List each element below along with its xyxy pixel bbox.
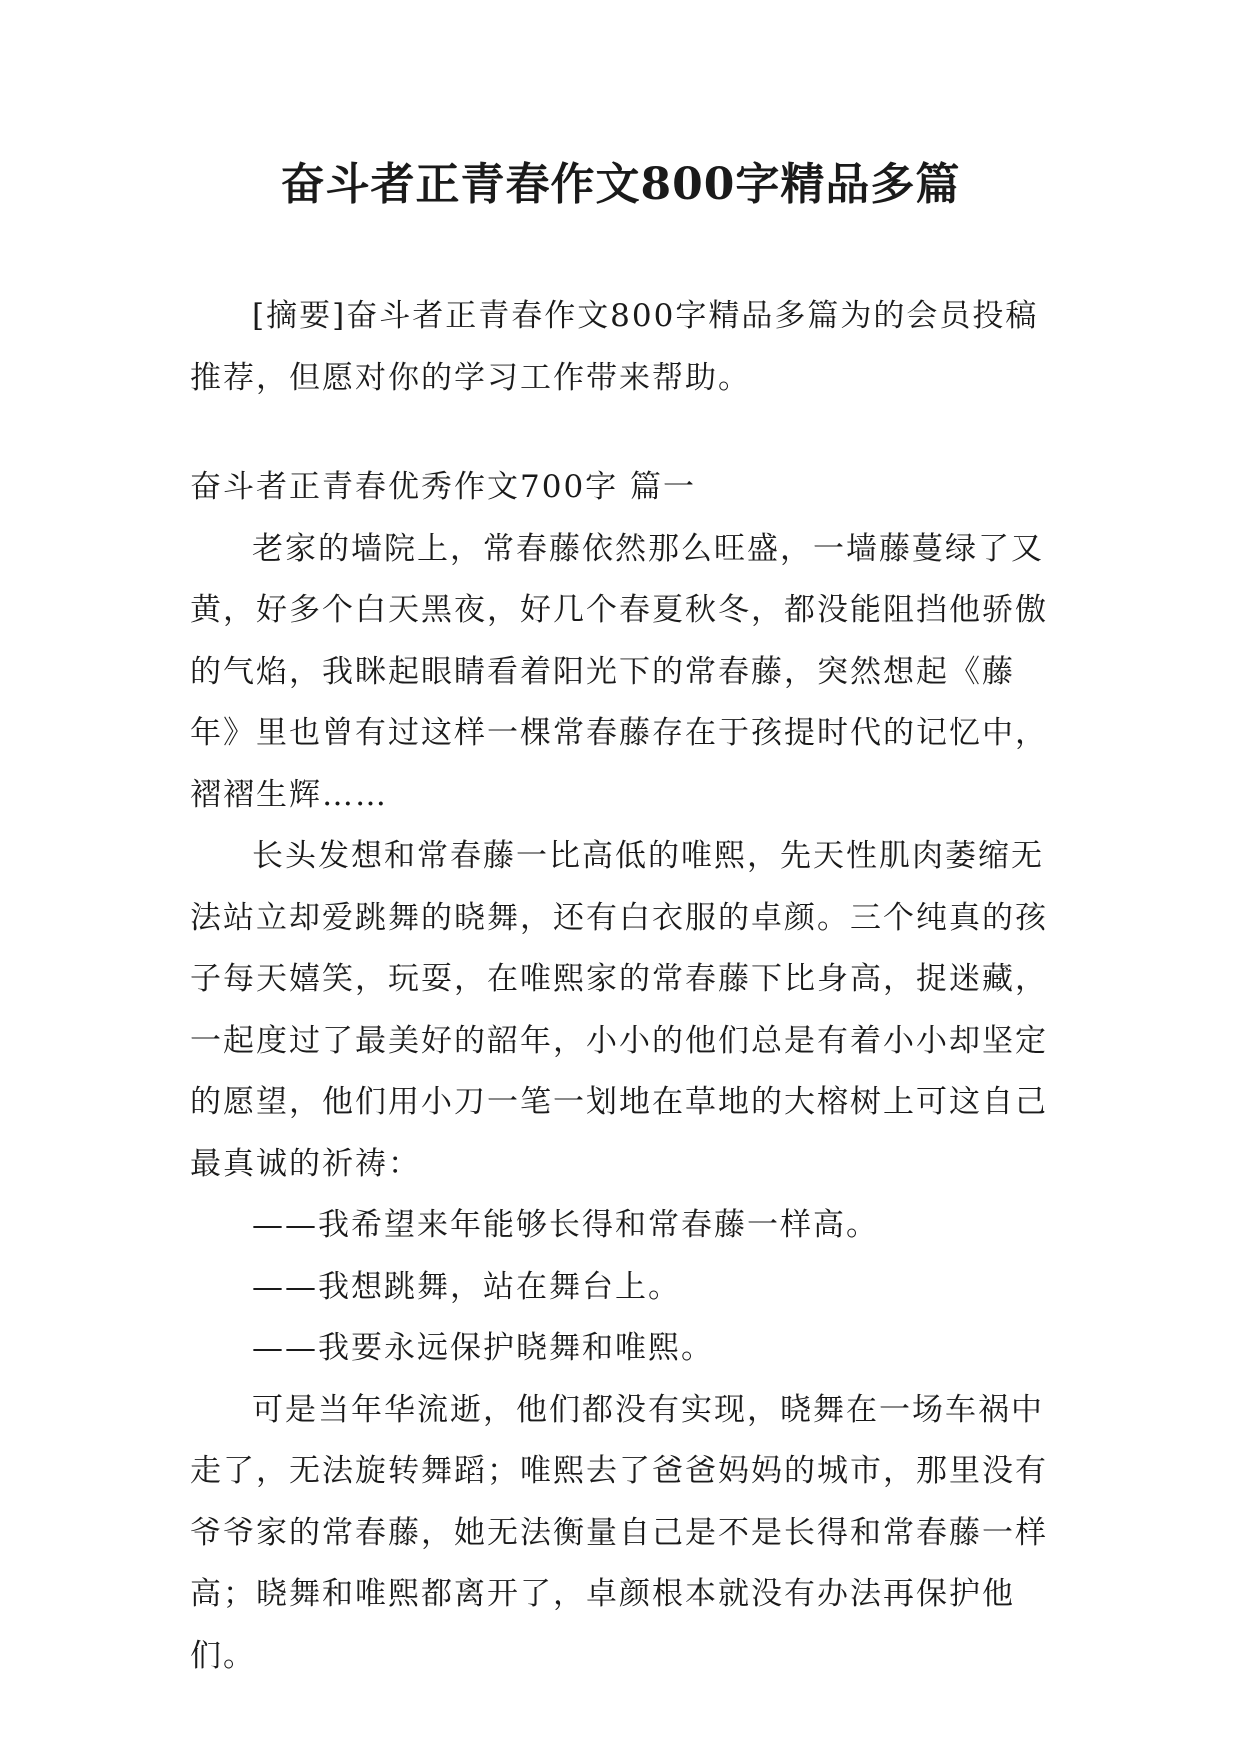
paragraph-3: 可是当年华流逝，他们都没有实现，晓舞在一场车祸中走了，无法旋转舞蹈；唯熙去了爸爸妈妈的城市，那里没有爷爷家的常春藤，她无法衡量自己是不是长得和常春藤一样高；晓舞和唯熙都离开了，卓颜根本就没有办法再保护他们。 [190, 1391, 1048, 1674]
essay-section [190, 457, 1060, 1687]
section-heading: 奋斗者正青春优秀作文700字 篇一 [190, 469, 697, 505]
abstract-text: [摘要]奋斗者正青春作文800字精品多篇为的会员投稿推荐，但愿对你的学习工作带来帮助。 [190, 298, 1039, 396]
wish-line-1: ——我希望来年能够长得和常春藤一样高。 [252, 1207, 879, 1243]
document-title: 奋斗者正青春作文800字精品多篇 [280, 159, 961, 210]
abstract-block [190, 286, 1060, 409]
paragraph-1: 老家的墙院上，常春藤依然那么旺盛，一墙藤蔓绿了又黄，好多个白天黑夜，好几个春夏秋冬，都没能阻挡他骄傲的气焰，我眯起眼睛看着阳光下的常春藤，突然想起《藤年》里也曾有过这样一棵常春藤存在于孩提时代的记忆中，褶褶生辉…… [190, 530, 1048, 813]
paragraph-2: 长头发想和常春藤一比高低的唯熙，先天性肌肉萎缩无法站立却爱跳舞的晓舞，还有白衣服的卓颜。三个纯真的孩子每天嬉笑，玩耍，在唯熙家的常春藤下比身高，捉迷藏，一起度过了最美好的韶年，小小的他们总是有着小小却坚定的愿望，他们用小刀一笔一划地在草地的大榕树上可这自己最真诚的祈祷： [190, 838, 1048, 1182]
wish-line-2: ——我想跳舞，站在舞台上。 [252, 1268, 681, 1305]
wish-line-3: ——我要永远保护晓舞和唯熙。 [252, 1330, 714, 1366]
